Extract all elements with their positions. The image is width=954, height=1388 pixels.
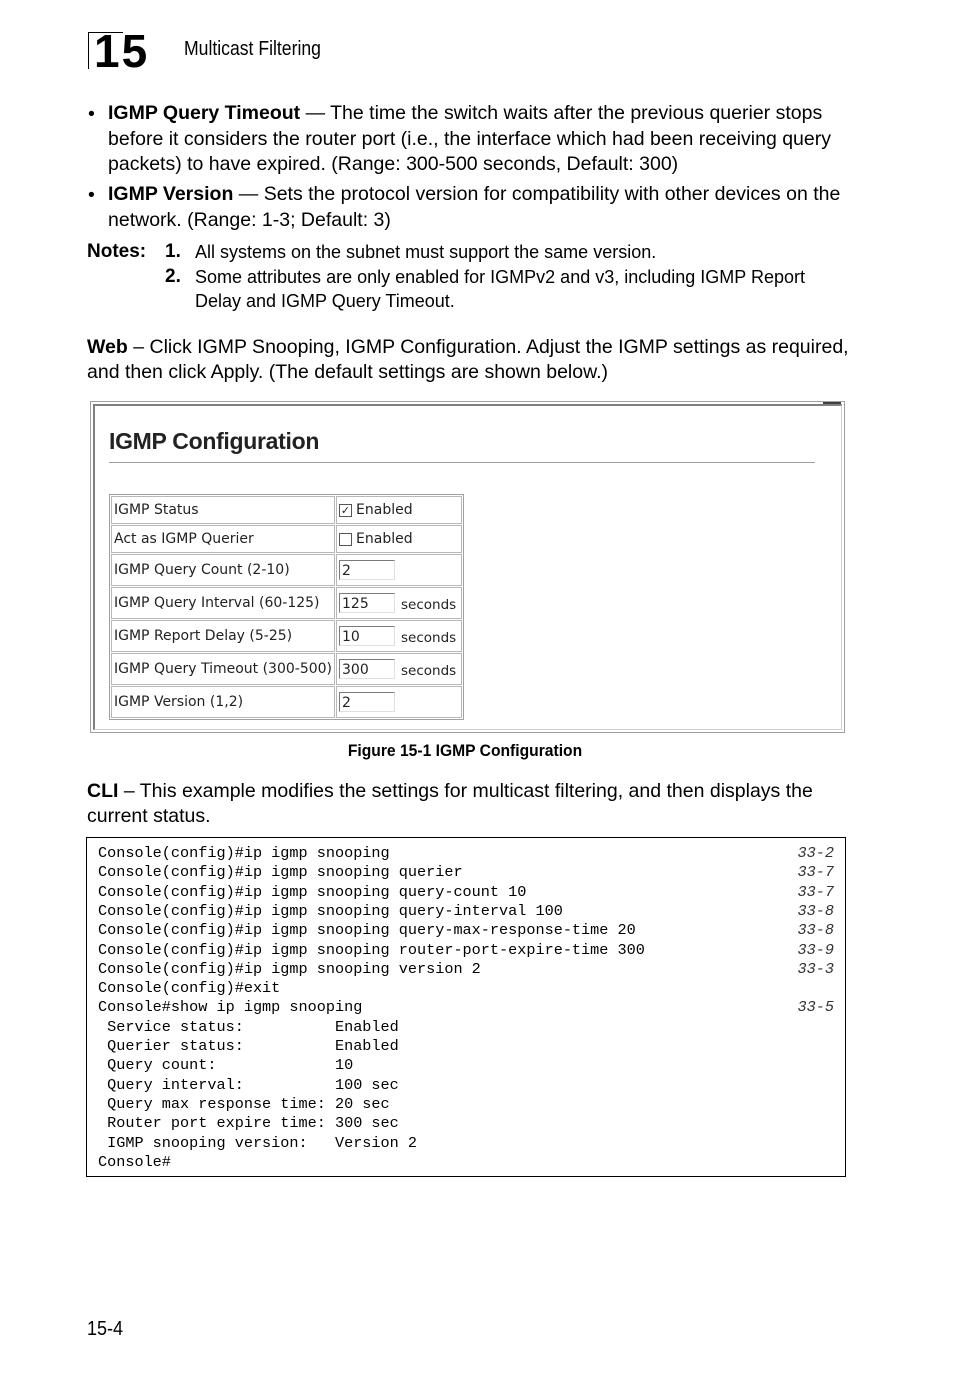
code-line: Console# xyxy=(98,1152,171,1171)
web-instructions xyxy=(87,335,857,385)
igmp-version-input[interactable]: 2 xyxy=(339,692,395,712)
label-query-timeout: IGMP Query Timeout (300-500) xyxy=(111,653,335,685)
unit-label: seconds xyxy=(401,663,457,679)
query-timeout-input[interactable]: 300 xyxy=(339,659,395,679)
label-igmp-status: IGMP Status xyxy=(111,496,335,524)
code-line: Router port expire time: 300 sec xyxy=(98,1114,399,1133)
page-reference: 33-5 xyxy=(797,998,834,1017)
page-reference: 33-8 xyxy=(797,921,834,940)
code-line: Query interval: 100 sec xyxy=(98,1075,399,1094)
bullet-igmp-query-timeout xyxy=(108,101,853,178)
label-query-interval: IGMP Query Interval (60-125) xyxy=(111,587,335,619)
web-text: – Click IGMP Snooping, IGMP Configuration. Adjust the IGMP settings as required, and then click Apply. (The default settings are shown below.) xyxy=(87,336,849,383)
code-line: IGMP snooping version: Version 2 xyxy=(98,1133,417,1152)
query-interval-cell xyxy=(336,587,462,619)
label-report-delay: IGMP Report Delay (5-25) xyxy=(111,620,335,652)
code-line: Console(config)#ip igmp snooping query-max-response-time 20 xyxy=(98,921,636,940)
label-query-count: IGMP Query Count (2-10) xyxy=(111,554,335,586)
row-igmp-version xyxy=(111,686,462,718)
query-interval-input[interactable]: 125 xyxy=(339,593,395,613)
panel-title: IGMP Configuration xyxy=(109,428,320,454)
page-reference: 33-9 xyxy=(797,940,834,959)
cli-example-box xyxy=(86,837,846,1177)
code-line: Console(config)#ip igmp snooping xyxy=(98,844,390,862)
code-line: Console(config)#ip igmp snooping query-interval 100 xyxy=(98,901,563,920)
bullet-text: — Sets the protocol version for compatibility with other devices on the network. (Range: 1-3; Default: 3) xyxy=(108,183,841,231)
note-text: Some attributes are only enabled for IGMPv2 and v3, including IGMP Report Delay and IGMP Query Timeout. xyxy=(195,267,805,311)
igmp-status-checkbox[interactable]: ✓ xyxy=(340,503,351,517)
row-query-count xyxy=(111,554,462,586)
checkbox-label: Enabled xyxy=(356,531,413,547)
act-as-querier-checkbox[interactable] xyxy=(339,533,352,546)
code-line: Service status: Enabled xyxy=(98,1017,399,1036)
bullet-marker: • xyxy=(88,103,95,125)
bullet-term: IGMP Query Timeout xyxy=(108,102,301,124)
igmp-status-cell xyxy=(336,496,462,524)
igmp-settings-table xyxy=(109,494,464,720)
row-report-delay xyxy=(111,620,462,652)
bullet-igmp-version xyxy=(108,182,853,233)
web-lead: Web xyxy=(87,336,128,358)
code-line: Query count: 10 xyxy=(98,1056,354,1075)
page-reference: 33-3 xyxy=(797,959,834,978)
label-act-as-querier: Act as IGMP Querier xyxy=(111,525,335,553)
note-number: 1. xyxy=(165,241,181,262)
code-line: Console#show ip igmp snooping xyxy=(98,998,363,1017)
screenshot-frame xyxy=(93,404,842,730)
igmp-version-cell xyxy=(336,686,462,718)
running-title: Multicast Filtering xyxy=(184,38,321,60)
page-number: 15-4 xyxy=(87,1318,124,1340)
title-divider xyxy=(109,462,815,463)
report-delay-cell xyxy=(336,620,462,652)
page-reference: 33-2 xyxy=(797,844,834,862)
row-act-as-querier xyxy=(111,525,462,553)
bullet-marker: • xyxy=(88,184,95,206)
row-igmp-status xyxy=(111,496,462,524)
code-line: Querier status: Enabled xyxy=(98,1037,399,1055)
label-igmp-version: IGMP Version (1,2) xyxy=(111,686,335,718)
query-count-cell xyxy=(336,554,462,586)
figure-caption: Figure 15-1 IGMP Configuration xyxy=(347,741,583,760)
page-reference: 33-8 xyxy=(797,901,834,920)
unit-label: seconds xyxy=(401,597,457,613)
row-query-timeout xyxy=(111,653,462,685)
code-line: Query max response time: 20 sec xyxy=(98,1094,390,1113)
notes-label: Notes: xyxy=(87,241,147,262)
code-line: Console(config)#ip igmp snooping version 2 xyxy=(98,959,481,978)
code-line: Console(config)#exit xyxy=(98,979,281,998)
cli-text: – This example modifies the settings for multicast filtering, and then displays the current status. xyxy=(87,780,813,827)
page-reference: 33-7 xyxy=(797,882,834,901)
query-timeout-cell xyxy=(336,653,462,685)
bullet-term: IGMP Version xyxy=(108,183,234,205)
cli-instructions xyxy=(87,779,857,829)
row-query-interval xyxy=(111,587,462,619)
note-text: All systems on the subnet must support the same version. xyxy=(195,242,657,262)
igmp-configuration-screenshot xyxy=(90,401,845,733)
code-line: Console(config)#ip igmp snooping router-port-expire-time 300 xyxy=(98,940,645,959)
bullet-text: — The time the switch waits after the previous querier stops before it considers the router port (i.e., the interface which had been receiving query packets) to have expired. (Range: 300-500 seconds, Default: 300) xyxy=(108,102,831,175)
query-count-input[interactable]: 2 xyxy=(339,560,395,580)
chapter-number: 15 xyxy=(94,25,150,77)
unit-label: seconds xyxy=(401,630,457,646)
code-line: Console(config)#ip igmp snooping query-count 10 xyxy=(98,882,527,901)
page-reference: 33-7 xyxy=(797,863,834,882)
note-number: 2. xyxy=(165,266,181,287)
report-delay-input[interactable]: 10 xyxy=(339,626,395,646)
act-as-querier-cell xyxy=(336,525,462,553)
checkbox-label: Enabled xyxy=(356,502,413,518)
cli-lead: CLI xyxy=(87,780,119,802)
code-line: Console(config)#ip igmp snooping querier xyxy=(98,863,463,882)
